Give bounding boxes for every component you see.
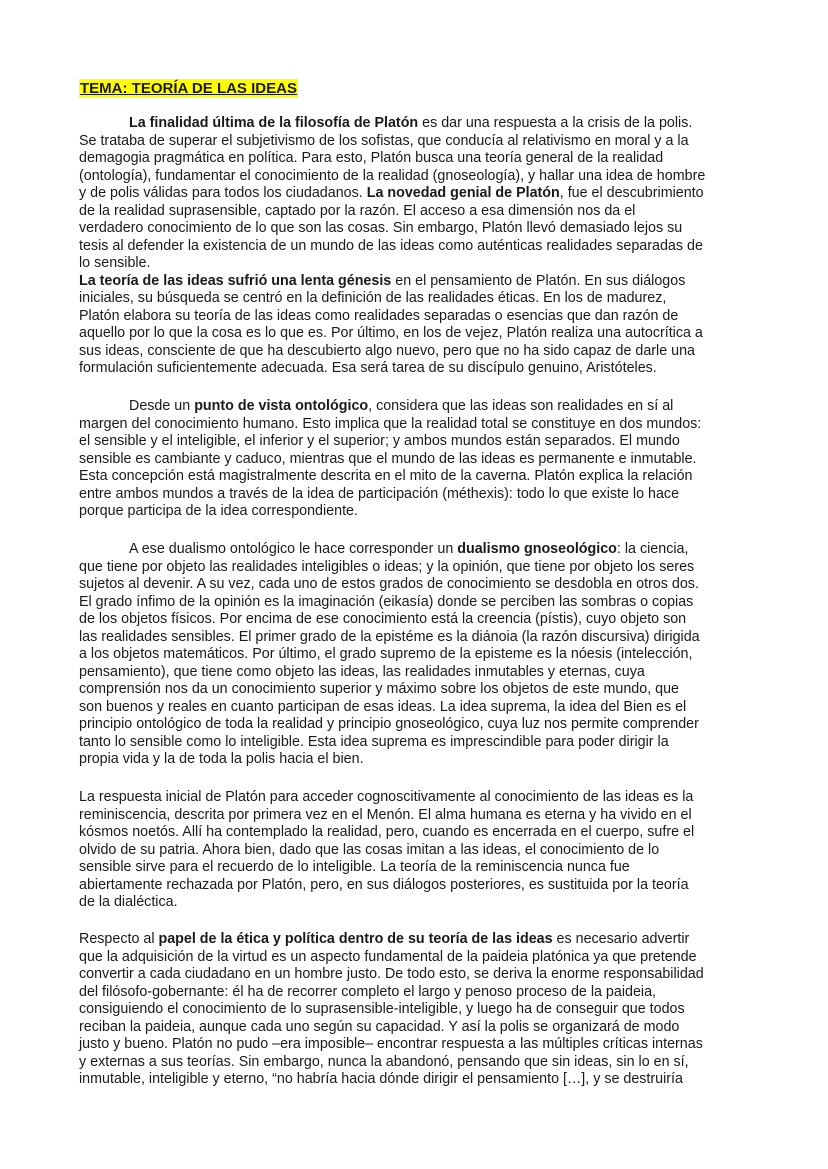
- text-line: [79, 220, 751, 238]
- text-line: [79, 594, 751, 612]
- text-run: Se trataba de superar el subjetivismo de los sofistas, que conducía al relativismo en moral y a la: [79, 132, 689, 149]
- text-run: principio ontológico de toda la realidad y principio gnoseológico, cuya luz nos permite comprender: [79, 716, 699, 732]
- text-run: convertir a cada ciudadano en un hombre justo. De todo esto, se deriva la enorme responsabilidad: [79, 966, 704, 982]
- text-run: , considera que las ideas son realidades en sí al: [368, 398, 674, 414]
- bold-phrase: punto de vista ontológico: [194, 398, 369, 414]
- text-line: [79, 931, 751, 949]
- text-run: propia vida y la de toda la polis hacia el bien.: [79, 751, 364, 767]
- paragraph-gnoseology: [79, 541, 751, 769]
- text-line: [79, 949, 751, 967]
- text-run: sus ideas, consciente de que ha descubierto algo nuevo, pero que no ha sido capaz de darle una: [79, 342, 696, 359]
- text-run: es necesario advertir: [552, 931, 690, 947]
- paragraph-ethics-politics: [79, 931, 751, 1089]
- text-line: [79, 133, 751, 151]
- text-line: [79, 859, 751, 877]
- text-run: consiguiendo el conocimiento de lo suprasensible-inteligible, y luego ha de conseguir que todos: [79, 1001, 685, 1017]
- text-line: [79, 966, 751, 984]
- text-run: verdadero conocimiento de lo que son las cosas. Sin embargo, Platón llevó demasiado lejos su: [79, 220, 683, 236]
- text-run: tanto lo sensible como lo inteligible. Esta idea suprema es imprescindible para poder dirigir la: [79, 733, 669, 750]
- text-line: [79, 168, 751, 186]
- text-line: [79, 842, 751, 860]
- text-line: [79, 576, 751, 594]
- text-run: La respuesta inicial de Platón para acceder cognoscitivamente al conocimiento de las ideas es la: [79, 789, 694, 805]
- text-line: [79, 273, 751, 291]
- text-run: iniciales, su búsqueda se centró en la definición de las realidades éticas. En los de madurez,: [79, 290, 667, 306]
- text-line: [79, 468, 751, 486]
- text-line: [79, 716, 751, 734]
- text-run: demagogia pragmática en política. Para esto, Platón busca una teoría general de la realidad: [79, 150, 664, 166]
- text-line: [79, 255, 751, 273]
- text-line: [79, 541, 751, 559]
- text-line: [79, 894, 751, 912]
- document-title: TEMA: TEORÍA DE LAS IDEAS: [80, 80, 297, 97]
- text-line: [79, 559, 751, 577]
- text-line: [79, 807, 751, 825]
- text-run: aquello por lo que la cosa es lo que es. Por último, en los de vejez, Platón realiza una autocrítica a: [79, 325, 703, 341]
- text-run: en el pensamiento de Platón. En sus diálogos: [391, 272, 686, 289]
- text-run: de la dialéctica.: [79, 894, 178, 910]
- text-run: son buenos y reales en cuanto participan de esas ideas. La idea suprema, la idea del Bien es el: [79, 698, 687, 715]
- text-line: [79, 611, 751, 629]
- text-line: [79, 238, 751, 256]
- text-run: Respecto al: [79, 931, 159, 947]
- text-run: A ese dualismo ontológico le hace corresponder un: [129, 541, 458, 557]
- text-line: [79, 203, 751, 221]
- text-line: [79, 308, 751, 326]
- text-run: de los objetos físicos. Por encima de ese conocimiento está la creencia (pístis), cuyo objeto son: [79, 611, 687, 627]
- text-run: que la adquisición de la virtud es un aspecto fundamental de la paideia platónica ya que pretende: [79, 948, 697, 965]
- text-line: [79, 984, 751, 1002]
- text-line: [79, 1019, 751, 1037]
- text-line: [79, 1001, 751, 1019]
- text-line: [79, 789, 751, 807]
- text-line: [79, 1071, 751, 1089]
- text-run: justo y bueno. Platón no pudo –era imposible– encontrar respuesta a las múltiples críticas internas: [79, 1036, 703, 1052]
- bold-phrase: La teoría de las ideas sufrió una lenta génesis: [79, 272, 392, 289]
- text-line: [79, 503, 751, 521]
- paragraph-ontology: [79, 398, 751, 521]
- text-run: , fue el descubrimiento: [559, 185, 704, 201]
- text-line: [79, 325, 751, 343]
- text-line: [79, 824, 751, 842]
- text-line: [79, 150, 751, 168]
- text-line: [79, 664, 751, 682]
- text-run: pensamiento), que tiene como objeto las ideas, las realidades inmutables y eternas, cuya: [79, 663, 645, 680]
- text-run: las realidades sensibles. El primer grado de la epistéme es la diánoia (la razón discursiva) dirigida: [79, 628, 700, 645]
- text-line: [79, 734, 751, 752]
- text-line: [79, 681, 751, 699]
- text-run: el sensible y el inteligible, el inferior y el superior; y ambos mundos están separados. El mundo: [79, 433, 680, 449]
- text-run: El grado ínfimo de la opinión es la imaginación (eikasía) donde se perciben las sombras o copias: [79, 593, 694, 610]
- text-run: entre ambos mundos a través de la idea de participación (méthexis): todo lo que existe lo hace: [79, 485, 680, 502]
- text-run: y de polis válidas para todos los ciudadanos.: [79, 185, 367, 201]
- text-run: es dar una respuesta a la crisis de la polis.: [418, 115, 693, 131]
- bold-phrase: La finalidad última de la filosofía de Platón: [129, 115, 419, 131]
- text-run: inmutable, inteligible y eterno, “no habría hacia dónde dirigir el pensamiento […], y se destruiría: [79, 1071, 683, 1087]
- text-run: reciban la paideia, aunque cada uno según su capacidad. Y así la polis se organizará de modo: [79, 1018, 680, 1035]
- text-line: [79, 486, 751, 504]
- text-line: [79, 1054, 751, 1072]
- text-run: que tiene por objeto las realidades inteligibles o ideas; y la opinión, que tiene por objeto los seres: [79, 558, 695, 575]
- text-run: tesis al defender la existencia de un mundo de las ideas como auténticas realidades separadas de: [79, 237, 703, 254]
- text-run: sensible es cambiante y caduco, mientras que el mundo de las ideas es permanente e inmutable.: [79, 450, 697, 467]
- text-run: Platón elabora su teoría de las ideas como realidades separadas o esencias que dan razón de: [79, 307, 679, 324]
- text-line: [79, 699, 751, 717]
- bold-phrase: papel de la ética y política dentro de su teoría de las ideas: [158, 931, 553, 947]
- text-run: : la ciencia,: [616, 541, 689, 557]
- text-run: kósmos noetós. Allí ha contemplado la realidad, pero, cuando es encerrada en el cuerpo, sufre el: [79, 824, 695, 840]
- text-run: formulación suficientemente adecuada. Esa será tarea de su discípulo genuino, Aristóteles.: [79, 360, 657, 376]
- text-line: [79, 290, 751, 308]
- text-line: [79, 433, 751, 451]
- text-line: [79, 360, 751, 378]
- paragraph-reminiscence: [79, 789, 751, 912]
- text-run: porque participa de la idea correspondiente.: [79, 503, 358, 519]
- text-line: [79, 629, 751, 647]
- text-line: [79, 877, 751, 895]
- text-line: [79, 451, 751, 469]
- text-run: Desde un: [129, 398, 195, 414]
- text-line: [79, 115, 751, 133]
- text-run: (ontología), fundamentar el conocimiento de la realidad (gnoseología), y hallar una idea de hombre: [79, 167, 706, 184]
- text-run: comprensión nos da un conocimiento superior y máximo sobre los objetos de este mundo, que: [79, 681, 680, 697]
- text-run: sensible sirve para el recuerdo de lo inteligible. La teoría de la reminiscencia nunca fue: [79, 859, 630, 875]
- text-line: [79, 398, 751, 416]
- text-run: del filósofo-gobernante: él ha de recorrer completo el largo y penoso proceso de la paideia,: [79, 983, 656, 1000]
- text-line: [79, 343, 751, 361]
- paragraph-intro: [79, 115, 751, 378]
- text-run: a los objetos matemáticos. Por último, el grado supremo de la episteme es la nóesis (intelección,: [79, 646, 693, 662]
- text-line: [79, 646, 751, 664]
- text-run: margen del conocimiento humano. Esto implica que la realidad total se constituye en dos mundos:: [79, 415, 702, 432]
- text-run: y externas a sus teorías. Sin embargo, nunca la abandonó, pensando que sin ideas, sin lo en sí,: [79, 1053, 689, 1070]
- text-run: Esta concepción está magistralmente descrita en el mito de la caverna. Platón explica la relación: [79, 468, 693, 484]
- text-run: lo sensible.: [79, 255, 151, 271]
- bold-phrase: dualismo gnoseológico: [457, 541, 617, 557]
- text-run: sujetos al devenir. A su vez, cada uno de estos grados de conocimiento se desdobla en otros dos.: [79, 576, 699, 592]
- text-line: [79, 185, 751, 203]
- text-line: [79, 751, 751, 769]
- text-line: [79, 416, 751, 434]
- text-run: de la realidad suprasensible, captado por la razón. El acceso a esa dimensión nos da el: [79, 202, 636, 219]
- text-run: abiertamente rechazada por Platón, pero, en sus diálogos posteriores, es sustituida por la teoría: [79, 876, 689, 893]
- text-line: [79, 1036, 751, 1054]
- text-run: olvido de su patria. Ahora bien, dado que las cosas imitan a las ideas, el conocimiento de lo: [79, 841, 660, 858]
- bold-phrase: La novedad genial de Platón: [366, 185, 560, 201]
- text-run: reminiscencia, descrita por primera vez en el Menón. El alma humana es eterna y ha vivido en el: [79, 806, 692, 823]
